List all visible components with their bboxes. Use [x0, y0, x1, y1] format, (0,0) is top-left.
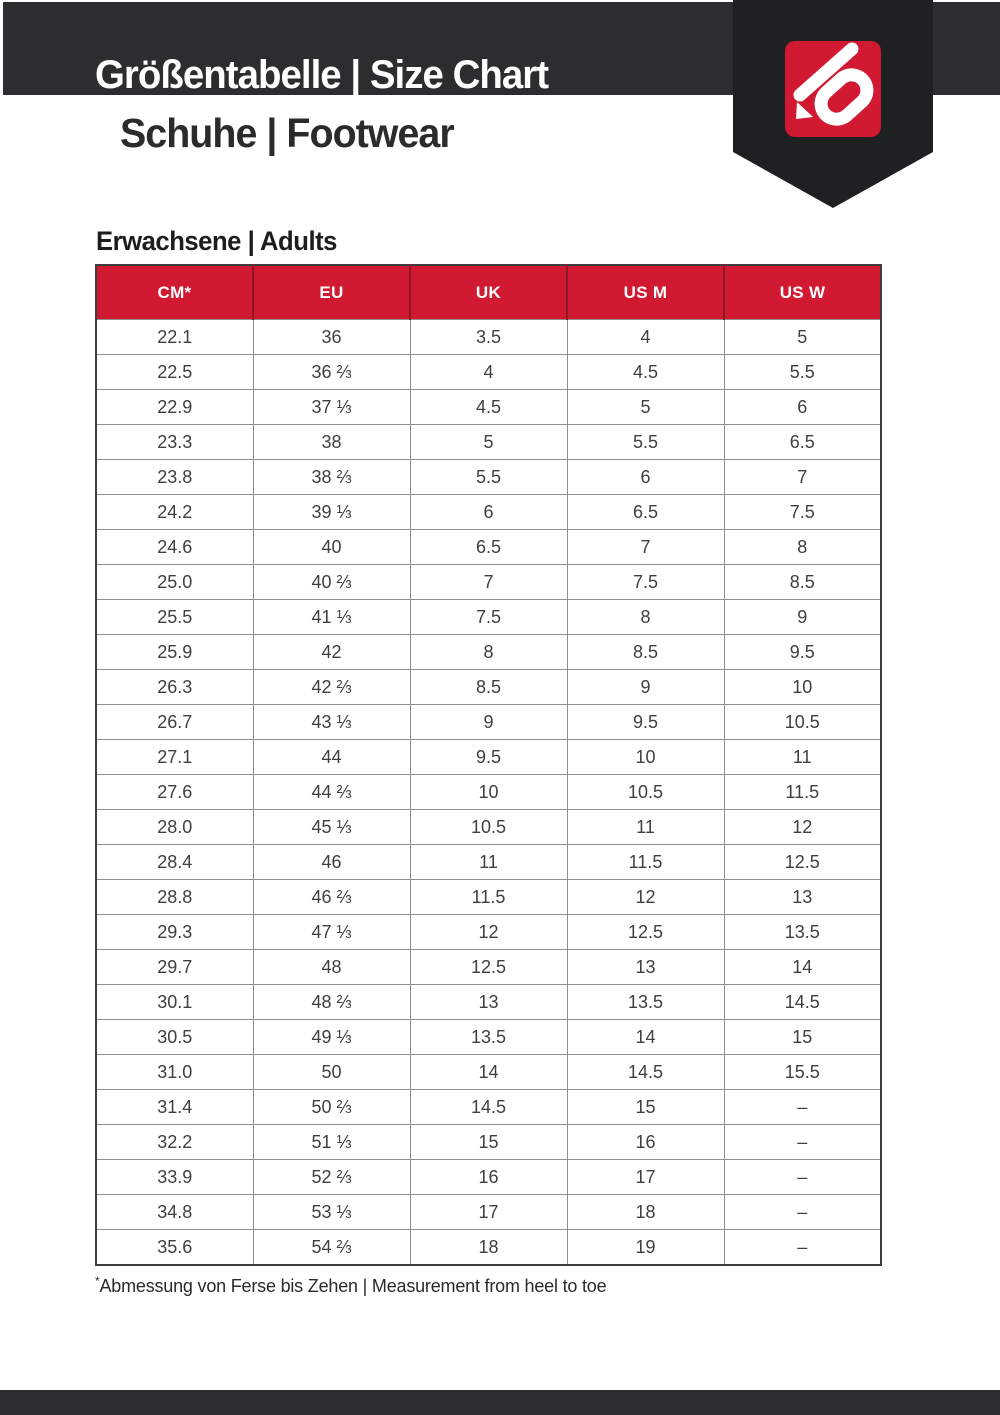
- table-cell: 46 ⅔: [253, 880, 410, 915]
- table-row: [96, 495, 881, 530]
- table-cell: 6: [724, 390, 881, 425]
- table-row: [96, 705, 881, 740]
- table-row: [96, 530, 881, 565]
- table-cell: 6: [567, 460, 724, 495]
- table-cell: –: [724, 1125, 881, 1160]
- table-cell: 12.5: [410, 950, 567, 985]
- table-cell: 31.4: [96, 1090, 253, 1125]
- table-cell: 28.0: [96, 810, 253, 845]
- table-cell: 29.7: [96, 950, 253, 985]
- table-cell: 17: [567, 1160, 724, 1195]
- table-cell: 10: [724, 670, 881, 705]
- footnote: [95, 1274, 882, 1297]
- table-cell: 7.5: [724, 495, 881, 530]
- table-header-cell: UK: [410, 265, 567, 320]
- table-cell: 44: [253, 740, 410, 775]
- table-cell: 13: [567, 950, 724, 985]
- table-cell: –: [724, 1230, 881, 1266]
- footnote-marker: *: [95, 1274, 100, 1288]
- table-cell: 5.5: [567, 425, 724, 460]
- table-cell: 30.5: [96, 1020, 253, 1055]
- table-cell: 16: [410, 1160, 567, 1195]
- table-row: [96, 740, 881, 775]
- table-cell: 7: [410, 565, 567, 600]
- table-cell: 5.5: [724, 355, 881, 390]
- table-cell: 9: [567, 670, 724, 705]
- table-cell: 12: [724, 810, 881, 845]
- table-cell: 47 ⅓: [253, 915, 410, 950]
- footnote-text: Abmessung von Ferse bis Zehen | Measurement from heel to toe: [99, 1276, 607, 1296]
- table-cell: 51 ⅓: [253, 1125, 410, 1160]
- table-cell: 25.5: [96, 600, 253, 635]
- table-header-cell: CM*: [96, 265, 253, 320]
- table-cell: 11.5: [410, 880, 567, 915]
- table-cell: 18: [567, 1195, 724, 1230]
- table-cell: 11: [410, 845, 567, 880]
- table-cell: 13.5: [724, 915, 881, 950]
- table-cell: 26.7: [96, 705, 253, 740]
- table-header-cell: EU: [253, 265, 410, 320]
- table-cell: 8: [724, 530, 881, 565]
- table-cell: 36: [253, 320, 410, 355]
- table-cell: 8.5: [567, 635, 724, 670]
- footer-bar: [0, 1390, 1000, 1415]
- table-cell: 9: [410, 705, 567, 740]
- table-cell: 5.5: [410, 460, 567, 495]
- page-title: Größentabelle | Size Chart: [95, 53, 549, 97]
- table-header-row: [96, 265, 881, 320]
- table-cell: 7.5: [410, 600, 567, 635]
- table-cell: 11: [567, 810, 724, 845]
- section-heading: Erwachsene | Adults: [96, 226, 337, 256]
- table-row: [96, 985, 881, 1020]
- table-cell: 25.9: [96, 635, 253, 670]
- table-cell: 4: [567, 320, 724, 355]
- table-cell: 7: [724, 460, 881, 495]
- table-cell: 6.5: [567, 495, 724, 530]
- table-cell: 22.1: [96, 320, 253, 355]
- table-row: [96, 635, 881, 670]
- table-cell: 9.5: [724, 635, 881, 670]
- table-cell: 44 ⅔: [253, 775, 410, 810]
- table-cell: 28.8: [96, 880, 253, 915]
- table-row: [96, 810, 881, 845]
- table-cell: 27.6: [96, 775, 253, 810]
- table-cell: 10.5: [567, 775, 724, 810]
- table-cell: 31.0: [96, 1055, 253, 1090]
- table-cell: 5: [410, 425, 567, 460]
- table-row: [96, 880, 881, 915]
- table-cell: 48: [253, 950, 410, 985]
- table-row: [96, 460, 881, 495]
- five-ten-logo-icon: [785, 41, 883, 137]
- size-table-head: [96, 265, 881, 320]
- table-cell: –: [724, 1195, 881, 1230]
- table-cell: 54 ⅔: [253, 1230, 410, 1266]
- table-cell: 8: [410, 635, 567, 670]
- table-row: [96, 1160, 881, 1195]
- table-cell: 38: [253, 425, 410, 460]
- table-cell: 6.5: [410, 530, 567, 565]
- table-cell: 34.8: [96, 1195, 253, 1230]
- table-cell: 11.5: [724, 775, 881, 810]
- table-cell: 19: [567, 1230, 724, 1266]
- table-cell: 11.5: [567, 845, 724, 880]
- table-row: [96, 355, 881, 390]
- table-row: [96, 1055, 881, 1090]
- table-cell: 26.3: [96, 670, 253, 705]
- table-row: [96, 845, 881, 880]
- table-cell: 15: [410, 1125, 567, 1160]
- table-cell: 13.5: [410, 1020, 567, 1055]
- table-cell: –: [724, 1090, 881, 1125]
- table-cell: 24.6: [96, 530, 253, 565]
- table-cell: 14: [410, 1055, 567, 1090]
- table-cell: 25.0: [96, 565, 253, 600]
- table-cell: 11: [724, 740, 881, 775]
- size-table-body: [96, 320, 881, 1266]
- table-row: [96, 1195, 881, 1230]
- page-subtitle: Schuhe | Footwear: [120, 110, 454, 156]
- table-cell: 40: [253, 530, 410, 565]
- table-cell: 38 ⅔: [253, 460, 410, 495]
- table-cell: 39 ⅓: [253, 495, 410, 530]
- table-cell: 13: [410, 985, 567, 1020]
- table-cell: 5: [724, 320, 881, 355]
- table-cell: 10.5: [724, 705, 881, 740]
- table-row: [96, 320, 881, 355]
- table-cell: 14.5: [567, 1055, 724, 1090]
- table-cell: 14: [567, 1020, 724, 1055]
- table-cell: 53 ⅓: [253, 1195, 410, 1230]
- table-cell: 13: [724, 880, 881, 915]
- table-cell: 10: [410, 775, 567, 810]
- table-cell: 5: [567, 390, 724, 425]
- table-row: [96, 670, 881, 705]
- table-cell: 12: [410, 915, 567, 950]
- table-cell: 9: [724, 600, 881, 635]
- table-cell: 35.6: [96, 1230, 253, 1266]
- table-row: [96, 425, 881, 460]
- table-cell: 50: [253, 1055, 410, 1090]
- table-cell: 28.4: [96, 845, 253, 880]
- table-cell: 13.5: [567, 985, 724, 1020]
- table-cell: 22.5: [96, 355, 253, 390]
- table-cell: 8.5: [724, 565, 881, 600]
- table-header-cell: US M: [567, 265, 724, 320]
- table-row: [96, 1020, 881, 1055]
- table-cell: 14.5: [410, 1090, 567, 1125]
- table-header-cell: US W: [724, 265, 881, 320]
- table-cell: 22.9: [96, 390, 253, 425]
- table-cell: 33.9: [96, 1160, 253, 1195]
- table-cell: 4.5: [567, 355, 724, 390]
- table-cell: 27.1: [96, 740, 253, 775]
- table-cell: 16: [567, 1125, 724, 1160]
- table-cell: 4: [410, 355, 567, 390]
- table-cell: 46: [253, 845, 410, 880]
- table-cell: 4.5: [410, 390, 567, 425]
- table-cell: 7: [567, 530, 724, 565]
- table-row: [96, 1230, 881, 1266]
- table-cell: 15: [724, 1020, 881, 1055]
- table-cell: 45 ⅓: [253, 810, 410, 845]
- table-row: [96, 565, 881, 600]
- table-cell: 12.5: [567, 915, 724, 950]
- table-cell: 36 ⅔: [253, 355, 410, 390]
- table-cell: 32.2: [96, 1125, 253, 1160]
- size-table: [95, 264, 882, 1266]
- table-row: [96, 600, 881, 635]
- table-cell: 43 ⅓: [253, 705, 410, 740]
- table-cell: 6.5: [724, 425, 881, 460]
- table-cell: 30.1: [96, 985, 253, 1020]
- table-row: [96, 950, 881, 985]
- table-cell: 14: [724, 950, 881, 985]
- table-row: [96, 915, 881, 950]
- table-cell: 9.5: [410, 740, 567, 775]
- table-row: [96, 775, 881, 810]
- table-cell: 14.5: [724, 985, 881, 1020]
- table-cell: 18: [410, 1230, 567, 1266]
- table-cell: 42 ⅔: [253, 670, 410, 705]
- table-cell: 50 ⅔: [253, 1090, 410, 1125]
- table-cell: 49 ⅓: [253, 1020, 410, 1055]
- table-cell: 15.5: [724, 1055, 881, 1090]
- table-cell: 23.8: [96, 460, 253, 495]
- table-cell: 37 ⅓: [253, 390, 410, 425]
- table-cell: 8.5: [410, 670, 567, 705]
- table-cell: 48 ⅔: [253, 985, 410, 1020]
- table-cell: 24.2: [96, 495, 253, 530]
- table-row: [96, 1125, 881, 1160]
- table-cell: 12.5: [724, 845, 881, 880]
- brand-pennant: [733, 0, 933, 210]
- table-cell: 3.5: [410, 320, 567, 355]
- table-row: [96, 390, 881, 425]
- table-cell: –: [724, 1160, 881, 1195]
- table-cell: 40 ⅔: [253, 565, 410, 600]
- table-cell: 12: [567, 880, 724, 915]
- table-row: [96, 1090, 881, 1125]
- table-cell: 8: [567, 600, 724, 635]
- table-cell: 10: [567, 740, 724, 775]
- table-cell: 42: [253, 635, 410, 670]
- table-cell: 29.3: [96, 915, 253, 950]
- table-cell: 9.5: [567, 705, 724, 740]
- table-cell: 10.5: [410, 810, 567, 845]
- table-cell: 23.3: [96, 425, 253, 460]
- table-cell: 7.5: [567, 565, 724, 600]
- table-cell: 6: [410, 495, 567, 530]
- table-cell: 41 ⅓: [253, 600, 410, 635]
- table-cell: 52 ⅔: [253, 1160, 410, 1195]
- size-chart-content: [95, 264, 882, 1297]
- table-cell: 15: [567, 1090, 724, 1125]
- table-cell: 17: [410, 1195, 567, 1230]
